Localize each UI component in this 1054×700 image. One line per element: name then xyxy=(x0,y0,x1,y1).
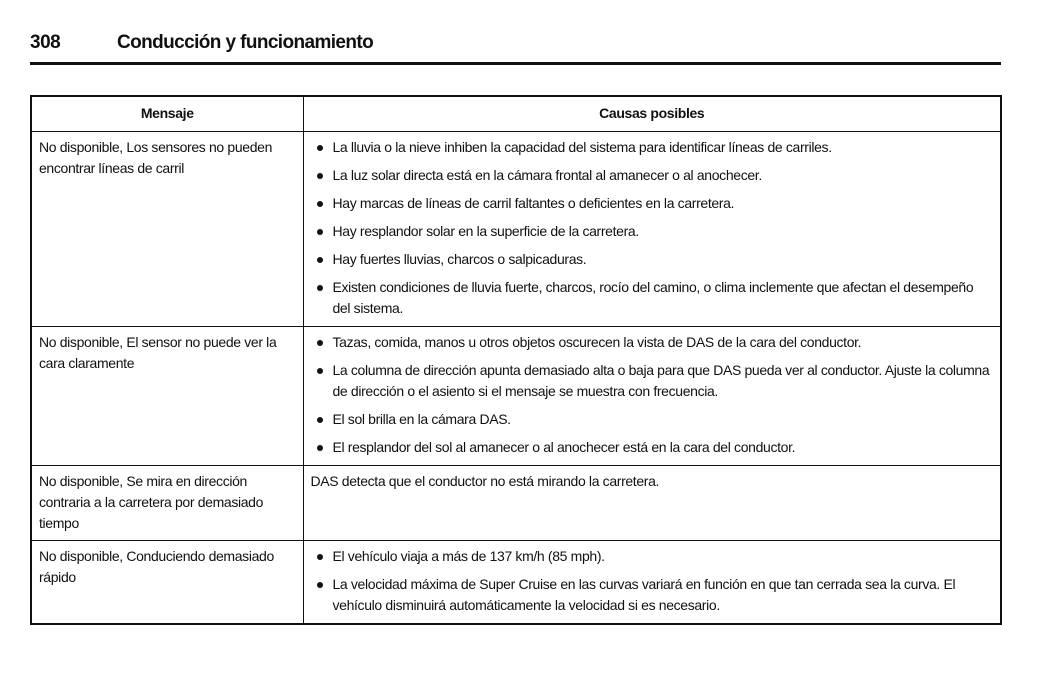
list-item: El sol brilla en la cámara DAS. xyxy=(311,409,994,430)
list-item: El resplandor del sol al amanecer o al anochecer está en la cara del conductor. xyxy=(311,437,994,458)
list-item: Hay resplandor solar en la superficie de la carretera. xyxy=(311,221,994,242)
table-header-row xyxy=(31,96,1001,132)
causes-cell xyxy=(303,327,1001,466)
list-item: Hay fuertes lluvias, charcos o salpicaduras. xyxy=(311,249,994,270)
list-item: Hay marcas de líneas de carril faltantes o deficientes en la carretera. xyxy=(311,193,994,214)
message-cell: No disponible, Los sensores no pueden encontrar líneas de carril xyxy=(31,132,303,327)
causes-list xyxy=(311,137,994,319)
page-title: Conducción y funcionamiento xyxy=(117,32,374,53)
list-item: El vehículo viaja a más de 137 km/h (85 mph). xyxy=(311,546,994,567)
message-cell: No disponible, El sensor no puede ver la cara claramente xyxy=(31,327,303,466)
causes-cell xyxy=(303,132,1001,327)
table-row xyxy=(31,466,1001,541)
column-header-causes: Causas posibles xyxy=(303,96,1001,132)
table-row xyxy=(31,132,1001,327)
list-item: La velocidad máxima de Super Cruise en las curvas variará en función en que tan cerrada sea la curva. El vehículo disminuirá automáticamente la velocidad si es necesario. xyxy=(311,574,994,616)
list-item: Existen condiciones de lluvia fuerte, charcos, rocío del camino, o clima inclemente que afectan el desempeño del sistema. xyxy=(311,277,994,319)
causes-list xyxy=(311,332,994,458)
page-header xyxy=(30,30,1001,65)
page-number: 308 xyxy=(30,32,61,53)
causes-list xyxy=(311,546,994,616)
causes-cell: DAS detecta que el conductor no está mirando la carretera. xyxy=(303,466,1001,541)
message-cell: No disponible, Se mira en dirección contraria a la carretera por demasiado tiempo xyxy=(31,466,303,541)
causes-cell xyxy=(303,541,1001,625)
message-cell: No disponible, Conduciendo demasiado rápido xyxy=(31,541,303,625)
list-item: Tazas, comida, manos u otros objetos oscurecen la vista de DAS de la cara del conductor. xyxy=(311,332,994,353)
table-row xyxy=(31,541,1001,625)
column-header-message: Mensaje xyxy=(31,96,303,132)
list-item: La lluvia o la nieve inhiben la capacidad del sistema para identificar líneas de carriles. xyxy=(311,137,994,158)
message-causes-table xyxy=(30,95,1002,625)
table-row xyxy=(31,327,1001,466)
list-item: La columna de dirección apunta demasiado alta o baja para que DAS pueda ver al conductor. Ajuste la columna de dirección o el asiento si el mensaje se muestra con frecuencia. xyxy=(311,360,994,402)
list-item: La luz solar directa está en la cámara frontal al amanecer o al anochecer. xyxy=(311,165,994,186)
